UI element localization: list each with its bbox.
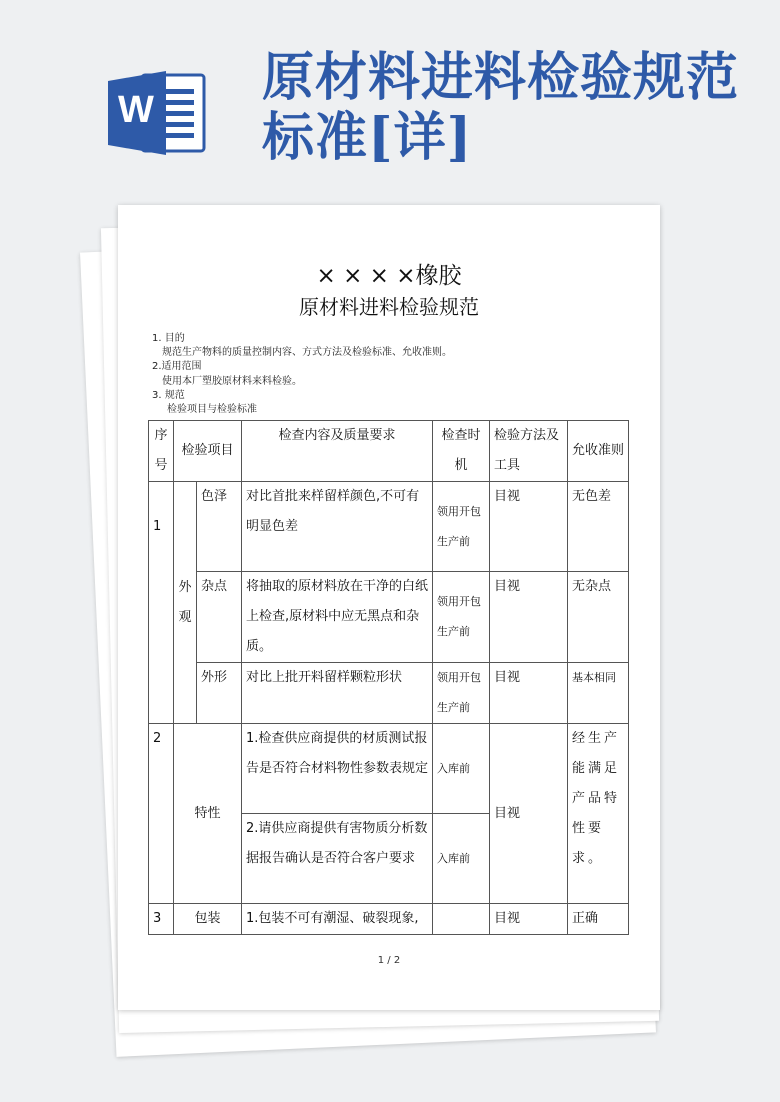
- header-cell: 检验方法及工具: [490, 421, 568, 482]
- row-number: 3: [149, 904, 174, 935]
- header-cell: 检查内容及质量要求: [242, 421, 433, 482]
- table-row: [149, 482, 629, 572]
- page-title: 原材料进料检验规范标准[详]: [262, 47, 740, 168]
- table-header-row: [149, 421, 629, 482]
- content-cell: 2.请供应商提供有害物质分析数据报告确认是否符合客户要求: [242, 814, 433, 904]
- criteria-cell: 基本相同: [568, 663, 629, 724]
- word-logo-letter: W: [118, 89, 154, 131]
- inspection-table: [148, 420, 629, 935]
- content-cell: 1.检查供应商提供的材质测试报告是否符合材料物性参数表规定: [242, 724, 433, 814]
- content-cell: 对比上批开料留样颗粒形状: [242, 663, 433, 724]
- category-cell: 包装: [174, 904, 242, 935]
- criteria-cell: 无色差: [568, 482, 629, 572]
- method-cell: 目视: [490, 724, 568, 904]
- timing-cell: 领用开包生产前: [433, 572, 490, 663]
- item-name-cell: 杂点: [197, 572, 242, 663]
- row-number: 1: [149, 482, 174, 724]
- table-row: [149, 724, 629, 814]
- section-body: 检验项目与检验标准: [167, 404, 257, 416]
- table-row: [149, 904, 629, 935]
- method-cell: 目视: [490, 572, 568, 663]
- timing-cell: 领用开包生产前: [433, 482, 490, 572]
- document-outline: [152, 332, 452, 417]
- section-heading: 3. 规范: [152, 389, 185, 401]
- table-row: [149, 663, 629, 724]
- document-title: 原材料进料检验规范: [299, 295, 479, 319]
- header-cell: 检验项目: [174, 421, 242, 482]
- company-name: × × × ×橡胶: [316, 263, 462, 289]
- method-cell: 目视: [490, 663, 568, 724]
- header-cell: 允收准则: [568, 421, 629, 482]
- timing-cell: 入库前: [433, 724, 490, 814]
- criteria-cell: 无杂点: [568, 572, 629, 663]
- word-document-icon: [108, 67, 208, 159]
- content-cell: 将抽取的原材料放在干净的白纸上检查,原材料中应无黑点和杂质。: [242, 572, 433, 663]
- criteria-cell: 经生产能满足产品特性要求。: [568, 724, 629, 904]
- header-cell: 序号: [149, 421, 174, 482]
- section-body: 使用本厂塑胶原材料来料检验。: [162, 375, 302, 387]
- document-page: [118, 205, 660, 1010]
- timing-cell: 入库前: [433, 814, 490, 904]
- criteria-cell: 正确: [568, 904, 629, 935]
- content-cell: 对比首批来样留样颜色,不可有明显色差: [242, 482, 433, 572]
- header-cell: 检查时机: [433, 421, 490, 482]
- table-row: [149, 572, 629, 663]
- category-cell: 特性: [174, 724, 242, 904]
- item-name-cell: 外形: [197, 663, 242, 724]
- item-name-cell: 色泽: [197, 482, 242, 572]
- category-cell: 外观: [174, 482, 197, 724]
- page-indicator: 1 / 2: [377, 955, 401, 966]
- section-heading: 1. 目的: [152, 333, 185, 344]
- row-number: 2: [149, 724, 174, 904]
- section-body: 规范生产物料的质量控制内容、方式方法及检验标准、允收准则。: [162, 347, 452, 359]
- timing-cell: [433, 904, 490, 935]
- content-cell: 1.包装不可有潮湿、破裂现象,: [242, 904, 433, 935]
- method-cell: 目视: [490, 482, 568, 572]
- section-heading: 2.适用范围: [152, 361, 202, 373]
- timing-cell: 领用开包生产前: [433, 663, 490, 724]
- method-cell: 目视: [490, 904, 568, 935]
